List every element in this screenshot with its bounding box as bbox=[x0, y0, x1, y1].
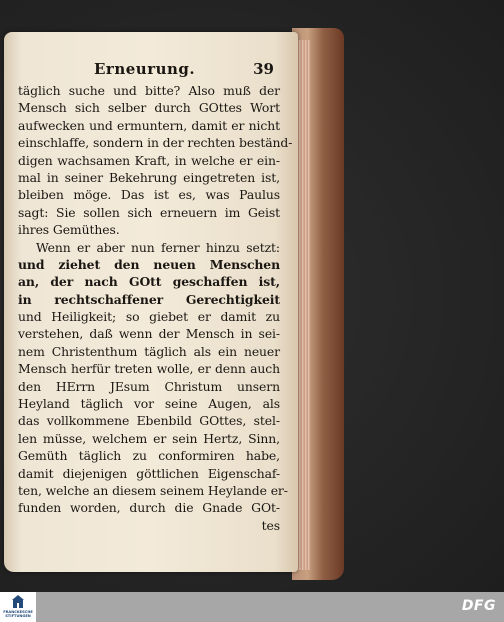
page-number: 39 bbox=[253, 60, 274, 78]
text-line: an, der nach GOtt geschaffen ist, bbox=[18, 274, 280, 290]
text-line: funden worden, durch die Gnade GOt- bbox=[18, 500, 280, 516]
text-line: und Heiligkeit; so giebet er damit zu bbox=[18, 309, 280, 325]
body-text bbox=[18, 82, 293, 534]
text-line: täglich suche und bitte? Also muß der bbox=[18, 83, 280, 98]
text-line: verstehen, daß wenn der Mensch in sei- bbox=[18, 326, 280, 342]
text-line: und ziehet den neuen Menschen bbox=[18, 256, 280, 272]
text-line: einschlaffe, sondern in der rechten beständ- bbox=[18, 135, 293, 151]
franckesche-stiftungen-icon bbox=[12, 595, 24, 609]
text-line: Wenn er aber nun ferner hinzu setzt: bbox=[36, 239, 280, 255]
text-line: nem Christenthum täglich als ein neuer bbox=[18, 343, 280, 359]
running-title: Erneurung. bbox=[94, 60, 196, 78]
text-line: ihres Gemüthes. bbox=[18, 222, 120, 238]
text-line: bleiben möge. Das ist es, was Paulus bbox=[18, 187, 280, 203]
text-line: damit diejenigen göttlichen Eigenschaf- bbox=[18, 465, 280, 481]
dfg-logo[interactable]: DFG bbox=[461, 598, 496, 614]
text-line: Gemüth täglich zu conformiren habe, bbox=[18, 448, 280, 464]
text-line: aufwecken und ermuntern, damit er nicht bbox=[18, 117, 280, 133]
text-line: das vollkommene Ebenbild GOttes, stel- bbox=[18, 413, 280, 429]
text-line: Mensch herfür treten wolle, er denn auch bbox=[18, 361, 280, 377]
book-page bbox=[4, 32, 298, 572]
page-stack-edge bbox=[296, 40, 310, 570]
text-line: sagt: Sie sollen sich erneuern im Geist bbox=[18, 204, 280, 220]
text-line: ten, welche an diesem seinem Heylande er- bbox=[18, 482, 288, 498]
catchword: tes bbox=[261, 517, 280, 533]
text-line: den HErrn JEsum Christum unsern bbox=[18, 378, 280, 394]
text-line: Mensch sich selber durch GOttes Wort bbox=[18, 100, 280, 116]
text-line: Heyland täglich vor seine Augen, als bbox=[18, 396, 280, 412]
text-line: len müsse, welchem er sein Hertz, Sinn, bbox=[18, 430, 280, 446]
library-logo-text: FRANCKESCHE STIFTUNGEN bbox=[3, 610, 33, 618]
library-logo[interactable] bbox=[0, 592, 36, 622]
text-line: mal in seiner Bekehrung eingetreten ist, bbox=[18, 169, 280, 185]
text-line: in rechtschaffener Gerechtigkeit bbox=[18, 291, 280, 307]
viewer-footer-bar bbox=[0, 592, 504, 622]
text-line: digen wachsamen Kraft, in welche er ein- bbox=[18, 152, 280, 168]
page-header bbox=[22, 60, 276, 82]
